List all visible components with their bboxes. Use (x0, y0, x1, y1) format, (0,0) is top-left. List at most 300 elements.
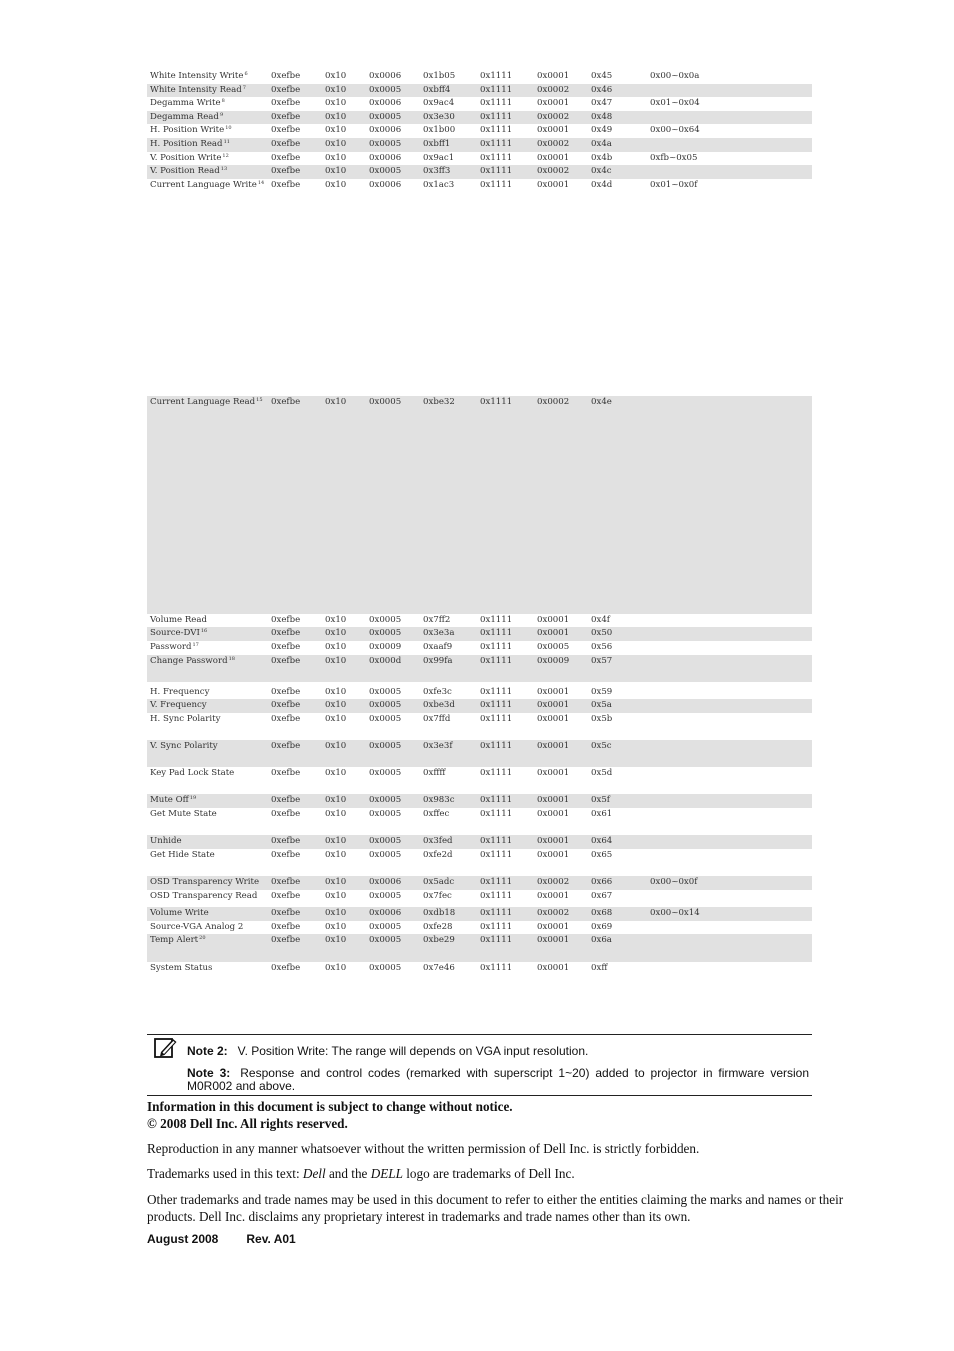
cell-c4: 0x1111 (477, 396, 534, 614)
cell-c4: 0x1111 (480, 809, 513, 820)
cell-c3: 0xbff1 (420, 138, 477, 152)
reproduction-notice: Reproduction in any manner whatsoever without the written permission of Dell Inc. is strictly forbidden. (147, 1141, 700, 1156)
command-name-text: Temp Alert (150, 935, 199, 946)
cell-range: 0x00~0x64 (650, 125, 700, 136)
cell-header: 0xefbe (271, 71, 301, 81)
cell-range (647, 767, 812, 794)
cell-cmd: 0x57 (588, 655, 647, 682)
command-name (147, 794, 268, 808)
cell-c3: 0xbe32 (420, 396, 477, 614)
cell-header: 0xefbe (268, 84, 322, 98)
cell-c3: 0x3e3a (420, 627, 477, 641)
cell-c3: 0xbff4 (420, 84, 477, 98)
cell-range (647, 699, 812, 713)
cell-c3: 0x3e3f (420, 740, 477, 767)
command-name (147, 111, 268, 125)
command-name (147, 767, 268, 794)
cell-cmd: 0x4f (591, 614, 610, 625)
cell-range (647, 808, 812, 835)
cell-range (647, 84, 812, 98)
table-row (147, 740, 812, 767)
cell-c3: 0xffec (423, 809, 450, 820)
change-notice: Information in this document is subject to change without notice. (147, 1099, 513, 1114)
command-name-text: H. Frequency (150, 686, 210, 697)
cell-c1: 0x10 (322, 396, 366, 614)
command-name (147, 921, 268, 935)
table-row (147, 876, 812, 890)
command-name (147, 808, 268, 835)
cell-header: 0xefbe (268, 655, 322, 682)
cell-header: 0xefbe (268, 907, 322, 921)
superscript: 9 (219, 111, 224, 118)
cell-c2: 0x0005 (366, 627, 420, 641)
cell-cmd: 0x5a (588, 699, 647, 713)
cell-c2: 0x0005 (369, 962, 402, 973)
table-row (147, 794, 812, 808)
cell-range (647, 740, 812, 767)
footer-date: August 2008 (147, 1232, 219, 1246)
cell-c3: 0x1b05 (423, 71, 456, 81)
cell-header: 0xefbe (268, 740, 322, 767)
trademark-text-3: logo are trademarks of Dell Inc. (402, 1166, 575, 1181)
cell-c1: 0x10 (322, 835, 366, 849)
command-name (147, 614, 268, 628)
command-name-text: H. Position Read (150, 138, 223, 149)
table-row (147, 97, 812, 111)
cell-range: 0x01~0x04 (650, 98, 700, 109)
cell-c2: 0x0005 (366, 934, 420, 961)
superscript: 8 (221, 98, 225, 105)
cell-c1: 0x10 (322, 111, 366, 125)
command-name-text: Mute Off (150, 795, 189, 806)
cell-c3: 0xfe2d (423, 849, 453, 860)
table-row (147, 808, 812, 835)
table-row (147, 84, 812, 98)
command-name (147, 890, 268, 904)
cell-c5: 0x0009 (534, 655, 588, 682)
cell-c4: 0x1111 (480, 641, 513, 652)
superscript: 15 (256, 397, 263, 404)
cell-range (647, 614, 812, 628)
cell-header: 0xefbe (268, 627, 322, 641)
cell-range: 0xfb~0x05 (650, 152, 698, 163)
cell-c3: 0x7e46 (423, 962, 455, 973)
cell-cmd: 0x4e (588, 396, 647, 614)
cell-cmd: 0x4d (591, 179, 613, 190)
cell-header: 0xefbe (268, 876, 322, 890)
command-name-text: Get Hide State (150, 849, 215, 860)
cell-c1: 0x10 (322, 907, 366, 921)
cell-c1: 0x10 (322, 794, 366, 808)
superscript: 6 (244, 71, 248, 77)
command-name-text: Current Language Write (150, 179, 257, 190)
command-name-text: System Status (150, 962, 213, 973)
cell-c5: 0x0002 (534, 396, 588, 614)
command-name (147, 70, 268, 84)
cell-c1: 0x10 (322, 740, 366, 767)
cell-c2: 0x0005 (369, 686, 402, 697)
table-row (147, 138, 812, 152)
cell-c4: 0x1111 (477, 165, 534, 179)
cell-c5: 0x0002 (534, 138, 588, 152)
cell-c2: 0x000d (366, 655, 420, 682)
cell-c2: 0x0009 (369, 641, 402, 652)
cell-c2: 0x0005 (366, 835, 420, 849)
cell-header: 0xefbe (271, 849, 301, 860)
command-name (147, 835, 268, 849)
command-name (147, 699, 268, 713)
cell-c3: 0xbe3d (420, 699, 477, 713)
cell-c2: 0x0005 (369, 768, 402, 779)
cell-c5: 0x0002 (534, 165, 588, 179)
cell-c2: 0x0005 (366, 84, 420, 98)
command-name-text: Unhide (150, 836, 182, 847)
cell-c4: 0x1111 (480, 125, 513, 136)
command-name-text: V. Position Write (150, 152, 222, 163)
command-name-text: V. Frequency (150, 700, 207, 711)
table-row (147, 111, 812, 125)
cell-c1: 0x10 (322, 699, 366, 713)
command-name-text: Current Language Read (150, 397, 256, 408)
command-name (147, 152, 268, 166)
cell-c5: 0x0001 (537, 71, 570, 81)
cell-c5: 0x0001 (534, 934, 588, 961)
cell-cmd: 0x4c (588, 165, 647, 179)
command-name (147, 97, 268, 111)
cell-c4: 0x1111 (477, 794, 534, 808)
cell-c3: 0xffff (423, 768, 446, 779)
cell-header: 0xefbe (268, 835, 322, 849)
command-name (147, 396, 268, 614)
cell-range (647, 713, 812, 740)
cell-c2: 0x0005 (369, 809, 402, 820)
cell-c5: 0x0002 (534, 84, 588, 98)
command-name (147, 740, 268, 767)
cell-cmd: 0x46 (588, 84, 647, 98)
cell-header: 0xefbe (271, 125, 301, 136)
cell-c1: 0x10 (325, 962, 347, 973)
cell-c2: 0x0005 (369, 713, 402, 724)
cell-c2: 0x0006 (369, 125, 402, 136)
table-row (147, 152, 812, 166)
cell-c1: 0x10 (322, 655, 366, 682)
cell-range: 0x00~0x0f (647, 876, 812, 890)
cell-c5: 0x0001 (534, 699, 588, 713)
cell-range (647, 794, 812, 808)
cell-c2: 0x0006 (369, 152, 402, 163)
command-name-text: Password (150, 641, 192, 652)
cell-c1: 0x10 (325, 713, 347, 724)
cell-range (647, 627, 812, 641)
table-row (147, 890, 812, 904)
command-name (147, 124, 268, 138)
cell-c4: 0x1111 (480, 713, 513, 724)
table-row (147, 835, 812, 849)
cell-c2: 0x0005 (369, 890, 402, 901)
superscript: 20 (199, 935, 206, 942)
cell-range (647, 934, 812, 961)
cell-header: 0xefbe (271, 890, 301, 901)
cell-c5: 0x0001 (537, 152, 570, 163)
cell-c2: 0x0005 (366, 699, 420, 713)
superscript: 13 (220, 166, 228, 173)
cell-c4: 0x1111 (480, 686, 513, 697)
cell-c1: 0x10 (322, 876, 366, 890)
command-name (147, 138, 268, 152)
table-row (147, 767, 812, 794)
table-row (147, 396, 812, 614)
command-name (147, 165, 268, 179)
cell-c4: 0x1111 (480, 179, 513, 190)
cell-c4: 0x1111 (477, 84, 534, 98)
cell-cmd: 0x5b (591, 713, 613, 724)
command-name-text: H. Position Write (150, 125, 225, 136)
command-name (147, 686, 268, 700)
cell-c4: 0x1111 (477, 934, 534, 961)
cell-c5: 0x0001 (537, 962, 570, 973)
cell-header: 0xefbe (268, 165, 322, 179)
cell-c3: 0x1b00 (423, 125, 456, 136)
cell-range (647, 165, 812, 179)
cell-c1: 0x10 (322, 934, 366, 961)
notes-bottom-rule (147, 1095, 812, 1096)
command-name-text: V. Position Read (150, 166, 220, 177)
cell-c5: 0x0002 (534, 907, 588, 921)
note-3-text: Response and control codes (remarked with superscript 1~20) added to projector in firmware version M0R002 and above. (187, 1066, 809, 1093)
copyright: © 2008 Dell Inc. All rights reserved. (147, 1116, 348, 1131)
notes-top-rule (147, 1034, 812, 1035)
cell-c1: 0x10 (325, 71, 347, 81)
cell-c3: 0x7fec (423, 890, 452, 901)
cell-range: 0x00~0x14 (647, 907, 812, 921)
note-3 (187, 1067, 809, 1093)
table-row (147, 962, 812, 1030)
cell-c4: 0x1111 (480, 890, 513, 901)
cell-header: 0xefbe (268, 699, 322, 713)
cell-range (647, 111, 812, 125)
cell-c2: 0x0005 (366, 740, 420, 767)
superscript: 14 (257, 179, 265, 186)
cell-c3: 0xfe3c (423, 686, 452, 697)
cell-cmd: 0x5f (588, 794, 647, 808)
cell-c1: 0x10 (325, 614, 347, 625)
table-row (147, 934, 812, 961)
command-name-text: Volume Write (150, 908, 209, 919)
cell-header: 0xefbe (268, 934, 322, 961)
cell-cmd: 0x61 (591, 809, 613, 820)
cell-range: 0x00~0x0a (650, 71, 700, 81)
command-name-text: Degamma Read (150, 111, 219, 122)
trademark-dell: Dell (302, 1166, 326, 1181)
cell-cmd: 0x45 (591, 71, 613, 81)
cell-c3: 0xbe29 (420, 934, 477, 961)
command-name (147, 627, 268, 641)
cell-c3: 0x3fed (420, 835, 477, 849)
cell-c3: 0x9ac1 (423, 152, 455, 163)
cell-header: 0xefbe (271, 614, 301, 625)
command-name-text: H. Sync Polarity (150, 713, 221, 724)
command-name-text: White Intensity Read (150, 84, 242, 95)
cell-c1: 0x10 (322, 165, 366, 179)
command-name (147, 907, 268, 921)
cell-c5: 0x0001 (537, 713, 570, 724)
cell-c5: 0x0001 (534, 740, 588, 767)
cell-range (647, 962, 812, 1030)
cell-cmd: 0x5d (591, 768, 613, 779)
cell-header: 0xefbe (268, 138, 322, 152)
footer-revision: Rev. A01 (246, 1232, 296, 1246)
command-name (147, 655, 268, 682)
cell-header: 0xefbe (271, 809, 301, 820)
superscript: 18 (228, 655, 235, 662)
command-name-text: Change Password (150, 655, 228, 666)
cell-c4: 0x1111 (477, 699, 534, 713)
cell-cmd: 0x68 (588, 907, 647, 921)
cell-c5: 0x0002 (534, 876, 588, 890)
cell-c2: 0x0005 (369, 614, 402, 625)
table-row (147, 686, 812, 700)
cell-header: 0xefbe (268, 794, 322, 808)
cell-header: 0xefbe (271, 768, 301, 779)
cell-c1: 0x10 (322, 138, 366, 152)
cell-c1: 0x10 (322, 84, 366, 98)
cell-c5: 0x0001 (537, 686, 570, 697)
cell-header: 0xefbe (271, 713, 301, 724)
cell-range (647, 921, 812, 935)
cell-range (647, 641, 812, 655)
cell-cmd: 0x4a (588, 138, 647, 152)
cell-c3: 0x3ff3 (420, 165, 477, 179)
command-name-text: Source-VGA Analog 2 (150, 921, 244, 932)
command-name (147, 641, 268, 655)
command-name-text: OSD Transparency Read (150, 890, 258, 901)
cell-header: 0xefbe (268, 111, 322, 125)
cell-c5: 0x0005 (537, 641, 570, 652)
table-row (147, 641, 812, 655)
cell-header: 0xefbe (271, 641, 301, 652)
cell-cmd: 0x6a (588, 934, 647, 961)
cell-c3: 0x99fa (420, 655, 477, 682)
cell-cmd: 0x47 (591, 98, 613, 109)
table-row (147, 907, 812, 921)
table-row (147, 699, 812, 713)
superscript: 7 (242, 84, 246, 91)
cell-c3: 0xfe28 (423, 921, 453, 932)
cell-c3: 0xaaf9 (423, 641, 453, 652)
cell-c5: 0x0001 (537, 768, 570, 779)
cell-range (647, 396, 812, 614)
command-name (147, 934, 268, 961)
superscript: 11 (223, 138, 230, 145)
pencil-note-icon (154, 1037, 178, 1059)
cell-c5: 0x0001 (537, 890, 570, 901)
cell-c5: 0x0001 (537, 125, 570, 136)
cell-c3: 0x7ff2 (423, 614, 451, 625)
cell-c5: 0x0001 (537, 179, 570, 190)
cell-range (647, 835, 812, 849)
cell-c4: 0x1111 (477, 627, 534, 641)
cell-header: 0xefbe (271, 921, 301, 932)
cell-cmd: 0x5c (588, 740, 647, 767)
cell-c4: 0x1111 (480, 98, 513, 109)
note-2 (187, 1045, 809, 1058)
table-row (147, 713, 812, 740)
superscript: 10 (225, 125, 232, 132)
cell-c2: 0x0006 (366, 876, 420, 890)
cell-c4: 0x1111 (477, 111, 534, 125)
cell-c2: 0x0006 (369, 179, 402, 190)
command-name (147, 876, 268, 890)
table-row (147, 849, 812, 876)
cell-c1: 0x10 (325, 152, 347, 163)
cell-c1: 0x10 (325, 686, 347, 697)
trademark-text-2: and the (325, 1166, 371, 1181)
command-name-text: Degamma Write (150, 98, 221, 109)
command-name (147, 84, 268, 98)
table-row (147, 655, 812, 682)
cell-c2: 0x0005 (366, 396, 420, 614)
cell-header: 0xefbe (271, 686, 301, 697)
table-row (147, 124, 812, 138)
cell-cmd: 0x67 (591, 890, 613, 901)
table-row (147, 165, 812, 179)
superscript: 19 (189, 795, 197, 802)
cell-cmd: 0x64 (588, 835, 647, 849)
cell-c4: 0x1111 (477, 740, 534, 767)
cell-cmd: 0x66 (588, 876, 647, 890)
cell-c4: 0x1111 (477, 655, 534, 682)
cell-c5: 0x0001 (537, 98, 570, 109)
superscript: 17 (192, 641, 199, 648)
command-name (147, 179, 268, 397)
cell-c2: 0x0006 (366, 907, 420, 921)
cell-c5: 0x0001 (537, 614, 570, 625)
table-row (147, 70, 812, 84)
note-2-text: V. Position Write: The range will depends on VGA input resolution. (237, 1044, 589, 1058)
cell-c1: 0x10 (325, 641, 347, 652)
cell-cmd: 0x4b (591, 152, 613, 163)
cell-range (647, 655, 812, 682)
note-3-label: Note 3: (187, 1066, 231, 1080)
command-name-text: V. Sync Polarity (150, 741, 218, 752)
cell-c4: 0x1111 (480, 921, 513, 932)
cell-c2: 0x0005 (366, 165, 420, 179)
cell-cmd: 0x56 (591, 641, 613, 652)
cell-c1: 0x10 (325, 768, 347, 779)
command-name (147, 849, 268, 876)
trademark-text-1: Trademarks used in this text: (147, 1166, 303, 1181)
footer (147, 1232, 296, 1246)
cell-header: 0xefbe (271, 962, 301, 973)
table-row (147, 179, 812, 397)
cell-cmd: 0x69 (591, 921, 613, 932)
cell-c4: 0x1111 (480, 152, 513, 163)
cell-c4: 0x1111 (480, 849, 513, 860)
cell-c3: 0x3e30 (420, 111, 477, 125)
cell-c4: 0x1111 (480, 71, 513, 81)
cell-c4: 0x1111 (477, 907, 534, 921)
cell-c3: 0x7ffd (423, 713, 451, 724)
cell-c3: 0xdb18 (420, 907, 477, 921)
cell-range: 0x01~0x0f (650, 179, 698, 190)
cell-c3: 0x1ac3 (423, 179, 455, 190)
trademark-notice (147, 1165, 847, 1182)
cell-c2: 0x0005 (366, 794, 420, 808)
cell-c3: 0x983c (420, 794, 477, 808)
table-row (147, 627, 812, 641)
superscript: 16 (200, 628, 208, 635)
cell-c5: 0x0001 (537, 849, 570, 860)
